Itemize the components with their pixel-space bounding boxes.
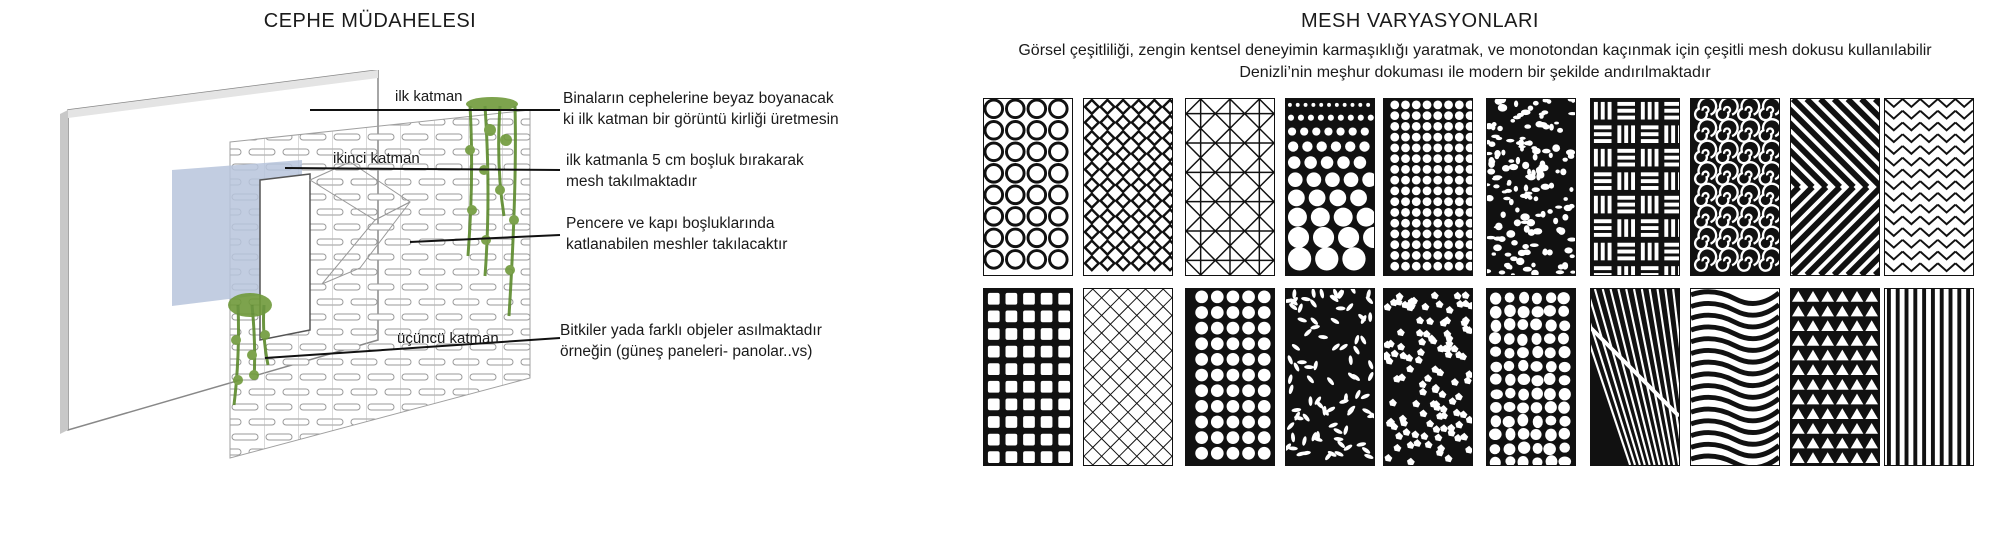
layer-label-first: ilk katman [395, 88, 463, 105]
facade-illustration [60, 70, 890, 470]
right-section-title: MESH VARYASYONLARI [1301, 10, 1539, 32]
mesh-panel-chevron-triangles [1790, 288, 1880, 466]
mesh-panel-voronoi [1383, 288, 1473, 466]
mesh-panel-basketweave [1590, 98, 1680, 276]
mesh-description-line2: Denizli’nin meşhur dokuması ile modern bir şekilde andırılmaktadır [1239, 64, 1711, 81]
mesh-panel-perspective-dots [1285, 98, 1375, 276]
mesh-panel-hexagon-holes [1185, 288, 1275, 466]
mesh-panel-vertical-stripes [1884, 288, 1974, 466]
note-folding-mesh: Pencere ve kapı boşluklarında katlanabilen meshler takılacaktır [566, 215, 788, 253]
layer-label-third: üçüncü katman [397, 330, 499, 347]
mesh-panel-quatrefoil [1083, 98, 1173, 276]
note-mesh-gap: ilk katmanla 5 cm boşluk bırakarak mesh takılmaktadır [566, 152, 804, 190]
mesh-panel-leaf-scatter [1285, 288, 1375, 466]
mesh-panel-herringbone [1884, 98, 1974, 276]
mesh-panel-square-grid [983, 288, 1073, 466]
layer-label-second: ikinci katman [333, 150, 420, 167]
mesh-panel-river-stones [1486, 288, 1576, 466]
note-hanging-objects: Bitkiler yada farklı objeler asılmaktadır örneğin (güneş paneleri- panolar..vs) [560, 322, 822, 360]
mesh-panel-zebra [1690, 288, 1780, 466]
mesh-panel-pebbles-fine [1486, 98, 1576, 276]
mesh-description-line1: Görsel çeşitliliği, zengin kentsel deneyimin karmaşıklığı yaratmak, ve monotondan kaçınmak için çeşitli mesh dokusu kullanılabilir [1018, 42, 1932, 59]
mesh-panel-octagon-rings [983, 98, 1073, 276]
mesh-panel-diamond-lattice [1083, 288, 1173, 466]
mesh-panel-spirals [1690, 98, 1780, 276]
mesh-panel-small-circles [1383, 98, 1473, 276]
note-white-paint: Binaların cephelerine beyaz boyanacak ki ilk katman bir görüntü kirliği üretmesin [563, 90, 839, 128]
mesh-panel-palm-leaf [1590, 288, 1680, 466]
mesh-panel-diamond-star [1185, 98, 1275, 276]
left-section-title: CEPHE MÜDAHELESI [263, 10, 477, 32]
door-opening [260, 174, 310, 340]
mesh-panel-diagonal-stripes [1790, 98, 1880, 276]
